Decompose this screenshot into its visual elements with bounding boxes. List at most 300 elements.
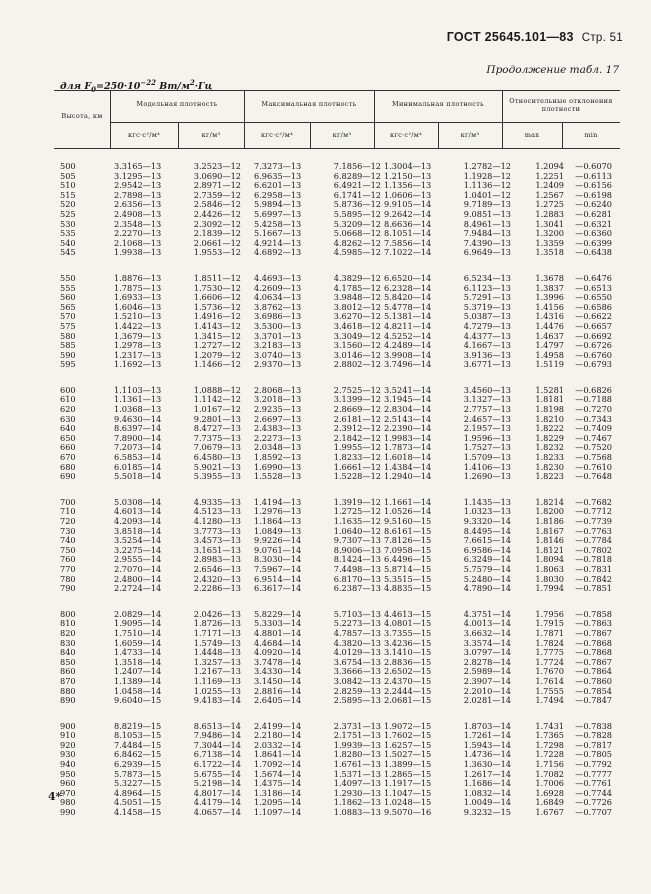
model-kgs-cell: 1.7510—14 xyxy=(114,627,162,638)
model-kgs-cell: 1.3679—13 xyxy=(114,330,162,341)
altitude-cell: 860 xyxy=(60,666,76,677)
altitude-cell: 760 xyxy=(60,554,76,565)
altitude-cell: 515 xyxy=(60,189,76,200)
row-group xyxy=(54,274,620,370)
rel-min-cell: —0.7792 xyxy=(575,759,612,770)
model-kgs-cell: 6.5853—14 xyxy=(114,452,162,463)
max-kgs-cell: 4.4684—14 xyxy=(254,637,302,648)
max-kg-cell: 4.3829—12 xyxy=(333,272,381,283)
altitude-cell: 980 xyxy=(60,797,76,808)
model-kg-cell: 1.2727—12 xyxy=(193,340,241,351)
rel-min-cell: —0.7763 xyxy=(575,525,612,536)
max-kgs-cell: 3.5300—13 xyxy=(254,320,302,331)
model-kg-cell: 3.2523—12 xyxy=(193,161,241,171)
model-kgs-cell: 1.5210—13 xyxy=(114,311,162,322)
altitude-cell: 720 xyxy=(60,516,76,526)
max-kgs-cell: 7.3273—13 xyxy=(254,161,302,171)
min-kgs-cell: 1.9983—14 xyxy=(384,432,432,443)
max-kg-cell: 2.1751—13 xyxy=(333,730,381,741)
rel-min-cell: —0.7868 xyxy=(575,647,612,658)
model-kg-cell: 5.9021—13 xyxy=(193,461,241,472)
rel-min-cell: —0.7682 xyxy=(575,496,612,507)
col-divider xyxy=(110,90,111,149)
model-kgs-cell: 1.9095—14 xyxy=(114,618,162,629)
model-kgs-cell: 2.2270—13 xyxy=(114,228,162,239)
min-kgs-cell: 5.8420—14 xyxy=(384,292,432,303)
altitude-cell: 990 xyxy=(60,807,76,818)
max-kg-cell: 4.3820—13 xyxy=(333,637,381,648)
model-kg-cell: 8.6513—14 xyxy=(193,720,241,731)
min-kgs-cell: 1.1917—15 xyxy=(384,778,432,789)
min-kg-cell: 6.1123—13 xyxy=(463,282,511,293)
max-kgs-cell: 1.4375—14 xyxy=(254,778,302,789)
rel-max-cell: 1.8167 xyxy=(535,525,564,536)
altitude-cell: 800 xyxy=(60,608,76,619)
altitude-cell: 850 xyxy=(60,656,76,667)
model-kgs-cell: 2.7898—13 xyxy=(114,189,162,200)
max-kg-cell: 2.5895—13 xyxy=(333,695,381,706)
altitude-cell: 545 xyxy=(60,247,76,258)
min-kgs-cell: 5.4778—14 xyxy=(384,301,432,312)
max-kg-cell: 1.9939—13 xyxy=(333,739,381,750)
max-kg-cell: 1.5228—12 xyxy=(333,471,381,482)
rel-min-cell: —0.7777 xyxy=(575,768,612,779)
model-kg-cell: 1.7171—13 xyxy=(193,627,241,638)
page-header xyxy=(0,30,651,50)
min-kgs-cell: 7.0958—15 xyxy=(384,544,432,555)
min-kgs-cell: 4.0801—15 xyxy=(384,618,432,629)
max-kg-cell: 5.8736—12 xyxy=(333,199,381,210)
max-kgs-cell: 6.2958—13 xyxy=(254,189,302,200)
min-kg-cell: 3.0797—14 xyxy=(463,647,511,658)
flux-condition xyxy=(60,78,212,94)
min-kg-cell: 1.1136—12 xyxy=(463,180,511,191)
min-kg-cell: 2.2010—14 xyxy=(463,685,511,696)
max-kgs-cell: 4.8801—14 xyxy=(254,627,302,638)
model-kg-cell: 2.6546—13 xyxy=(193,563,241,574)
rel-max-cell: 1.7494 xyxy=(535,695,564,706)
max-kgs-cell: 1.1097—14 xyxy=(254,807,302,818)
model-kgs-cell: 1.2978—13 xyxy=(114,340,162,351)
min-kg-cell: 4.7279—13 xyxy=(463,320,511,331)
rel-max-cell: 1.6928 xyxy=(535,787,564,798)
altitude-cell: 510 xyxy=(60,180,76,191)
model-kg-cell: 7.9486—14 xyxy=(193,730,241,741)
model-kg-cell: 1.2167—13 xyxy=(193,666,241,677)
model-kg-cell: 3.0690—12 xyxy=(193,170,241,181)
header-max: max xyxy=(524,131,540,139)
rel-max-cell: 1.3041 xyxy=(535,218,564,229)
max-kgs-cell: 5.1667—13 xyxy=(254,228,302,239)
row-group xyxy=(54,386,620,482)
max-kgs-cell: 2.0332—14 xyxy=(254,739,302,750)
rel-min-cell: —0.7818 xyxy=(575,554,612,565)
cond-unit-tail: ·Гц xyxy=(194,81,213,93)
rel-max-cell: 1.8223 xyxy=(535,471,564,482)
rel-max-cell: 1.7614 xyxy=(535,675,564,686)
max-kgs-cell: 4.0920—14 xyxy=(254,647,302,658)
max-kg-cell: 1.8280—13 xyxy=(333,749,381,760)
model-kgs-cell: 1.4422—13 xyxy=(114,320,162,331)
model-kgs-cell: 1.0368—13 xyxy=(114,404,162,415)
rel-max-cell: 1.2251 xyxy=(535,170,564,181)
min-kg-cell: 2.1957—13 xyxy=(463,423,511,434)
col-divider xyxy=(244,90,245,149)
min-kgs-cell: 2.2390—14 xyxy=(384,423,432,434)
altitude-cell: 970 xyxy=(60,787,76,798)
min-kgs-cell: 1.1047—15 xyxy=(384,787,432,798)
rel-max-cell: 1.8230 xyxy=(535,461,564,472)
max-kgs-cell: 2.0348—13 xyxy=(254,442,302,453)
min-kg-cell: 3.6771—13 xyxy=(463,359,511,370)
model-kgs-cell: 1.0458—14 xyxy=(114,685,162,696)
min-kg-cell: 1.7527—13 xyxy=(463,442,511,453)
unit-kg: кг/м³ xyxy=(201,131,221,139)
col-divider xyxy=(374,90,375,149)
min-kg-cell: 1.4736—14 xyxy=(463,749,511,760)
rel-min-cell: —0.6399 xyxy=(575,237,612,248)
altitude-cell: 610 xyxy=(60,394,76,405)
min-kg-cell: 6.5234—13 xyxy=(463,272,511,283)
rel-min-cell: —0.6113 xyxy=(575,170,612,181)
model-kg-cell: 2.8971—12 xyxy=(193,180,241,191)
rel-max-cell: 1.7082 xyxy=(535,768,564,779)
model-kgs-cell: 2.4800—14 xyxy=(114,573,162,584)
altitude-cell: 650 xyxy=(60,432,76,443)
max-kgs-cell: 3.1450—14 xyxy=(254,675,302,686)
unit-kg: кг/м³ xyxy=(332,131,352,139)
min-kgs-cell: 1.0526—14 xyxy=(384,506,432,517)
min-kg-cell: 5.2480—14 xyxy=(463,573,511,584)
min-kg-cell: 9.3232—15 xyxy=(463,807,511,818)
max-kgs-cell: 5.6997—13 xyxy=(254,208,302,219)
model-kg-cell: 6.7138—14 xyxy=(193,749,241,760)
max-kgs-cell: 2.2273—13 xyxy=(254,432,302,443)
altitude-cell: 940 xyxy=(60,759,76,770)
model-kg-cell: 4.8017—14 xyxy=(193,787,241,798)
min-kg-cell: 5.0387—13 xyxy=(463,311,511,322)
rel-min-cell: —0.7864 xyxy=(575,666,612,677)
altitude-cell: 520 xyxy=(60,199,76,210)
rel-min-cell: —0.6438 xyxy=(575,247,612,258)
altitude-cell: 750 xyxy=(60,544,76,555)
max-kg-cell: 5.3209—12 xyxy=(333,218,381,229)
model-kgs-cell: 9.4630—14 xyxy=(114,413,162,424)
min-kgs-cell: 1.5027—15 xyxy=(384,749,432,760)
min-kg-cell: 1.0323—13 xyxy=(463,506,511,517)
model-kgs-cell: 1.1103—13 xyxy=(114,384,162,395)
rel-min-cell: —0.7744 xyxy=(575,787,612,798)
rel-max-cell: 1.3678 xyxy=(535,272,564,283)
rel-max-cell: 1.8232 xyxy=(535,442,564,453)
min-kgs-cell: 9.5070—16 xyxy=(384,807,432,818)
min-kg-cell: 1.9596—13 xyxy=(463,432,511,443)
rel-max-cell: 1.8229 xyxy=(535,432,564,443)
altitude-cell: 680 xyxy=(60,461,76,472)
rel-min-cell: —0.7343 xyxy=(575,413,612,424)
model-kg-cell: 2.2286—13 xyxy=(193,583,241,594)
rel-max-cell: 1.7824 xyxy=(535,637,564,648)
model-kgs-cell: 6.8462—15 xyxy=(114,749,162,760)
min-kg-cell: 2.8278—14 xyxy=(463,656,511,667)
min-kg-cell: 1.2690—13 xyxy=(463,471,511,482)
model-kgs-cell: 4.8964—15 xyxy=(114,787,162,798)
max-kg-cell: 1.2930—13 xyxy=(333,787,381,798)
model-kgs-cell: 4.1458—15 xyxy=(114,807,162,818)
max-kg-cell: 3.3049—12 xyxy=(333,330,381,341)
altitude-cell: 500 xyxy=(60,161,76,171)
model-kg-cell: 6.4580—13 xyxy=(193,452,241,463)
model-kgs-cell: 2.4908—13 xyxy=(114,208,162,219)
rel-max-cell: 1.8186 xyxy=(535,516,564,526)
table-row xyxy=(54,808,620,818)
rel-max-cell: 1.8222 xyxy=(535,423,564,434)
altitude-cell: 960 xyxy=(60,778,76,789)
min-kgs-cell: 1.6257—15 xyxy=(384,739,432,750)
model-kg-cell: 5.2198—14 xyxy=(193,778,241,789)
rel-max-cell: 1.7156 xyxy=(535,759,564,770)
model-kg-cell: 7.0679—13 xyxy=(193,442,241,453)
standard-id xyxy=(447,30,623,44)
max-kgs-cell: 6.6201—13 xyxy=(254,180,302,191)
max-kg-cell: 5.5895—12 xyxy=(333,208,381,219)
max-kgs-cell: 6.9635—13 xyxy=(254,170,302,181)
max-kgs-cell: 1.6990—13 xyxy=(254,461,302,472)
max-kgs-cell: 1.5528—13 xyxy=(254,471,302,482)
min-kg-cell: 8.4961—13 xyxy=(463,218,511,229)
max-kg-cell: 8.1424—13 xyxy=(333,554,381,565)
max-kg-cell: 2.8669—12 xyxy=(333,404,381,415)
max-kg-cell: 3.0146—12 xyxy=(333,349,381,360)
max-kgs-cell: 7.5967—14 xyxy=(254,563,302,574)
model-kgs-cell: 1.6046—13 xyxy=(114,301,162,312)
min-kgs-cell: 1.4384—14 xyxy=(384,461,432,472)
max-kgs-cell: 3.4330—14 xyxy=(254,666,302,677)
rel-min-cell: —0.7863 xyxy=(575,618,612,629)
max-kgs-cell: 1.3186—14 xyxy=(254,787,302,798)
model-kgs-cell: 2.3548—13 xyxy=(114,218,162,229)
min-kg-cell: 1.2617—14 xyxy=(463,768,511,779)
min-kg-cell: 3.6632—14 xyxy=(463,627,511,638)
min-kgs-cell: 2.6502—15 xyxy=(384,666,432,677)
altitude-cell: 770 xyxy=(60,563,76,574)
rel-min-cell: —0.7851 xyxy=(575,583,612,594)
max-kgs-cell: 3.2018—13 xyxy=(254,394,302,405)
min-kg-cell: 1.4106—13 xyxy=(463,461,511,472)
min-kgs-cell: 4.8211—14 xyxy=(384,320,432,331)
rel-max-cell: 1.5119 xyxy=(535,359,564,370)
min-kgs-cell: 1.3004—13 xyxy=(384,161,432,171)
altitude-cell: 630 xyxy=(60,413,76,424)
max-kg-cell: 1.6661—12 xyxy=(333,461,381,472)
header-min-density: Минимальная плотность xyxy=(392,100,484,108)
rel-max-cell: 1.7670 xyxy=(535,666,564,677)
max-kg-cell: 3.1560—12 xyxy=(333,340,381,351)
min-kg-cell: 1.7261—14 xyxy=(463,730,511,741)
cond-sub: 0 xyxy=(91,85,97,95)
max-kg-cell: 2.7525—12 xyxy=(333,384,381,395)
rel-max-cell: 1.7915 xyxy=(535,618,564,629)
model-kg-cell: 1.4916—12 xyxy=(193,311,241,322)
max-kg-cell: 3.9848—12 xyxy=(333,292,381,303)
model-kgs-cell: 2.1068—13 xyxy=(114,237,162,248)
model-kg-cell: 7.7375—13 xyxy=(193,432,241,443)
rel-min-cell: —0.7838 xyxy=(575,720,612,731)
max-kgs-cell: 1.7092—14 xyxy=(254,759,302,770)
row-group xyxy=(54,610,620,706)
rel-min-cell: —0.7828 xyxy=(575,730,612,741)
min-kgs-cell: 3.1410—15 xyxy=(384,647,432,658)
model-kgs-cell: 3.3165—13 xyxy=(114,161,162,171)
model-kg-cell: 5.3955—13 xyxy=(193,471,241,482)
altitude-cell: 530 xyxy=(60,218,76,229)
altitude-cell: 600 xyxy=(60,384,76,395)
header-relative-deviation: Относительные отклонения плотности xyxy=(509,97,613,113)
model-kgs-cell: 1.7875—13 xyxy=(114,282,162,293)
table-row xyxy=(54,472,620,482)
min-kg-cell: 1.1928—12 xyxy=(463,170,511,181)
model-kgs-cell: 1.3518—14 xyxy=(114,656,162,667)
altitude-cell: 585 xyxy=(60,340,76,351)
max-kg-cell: 3.1399—12 xyxy=(333,394,381,405)
max-kgs-cell: 1.5674—14 xyxy=(254,768,302,779)
max-kg-cell: 6.1741—12 xyxy=(333,189,381,200)
min-kgs-cell: 6.6520—14 xyxy=(384,272,432,283)
max-kgs-cell: 8.3030—14 xyxy=(254,554,302,565)
rel-max-cell: 1.7431 xyxy=(535,720,564,731)
model-kg-cell: 1.0888—12 xyxy=(193,384,241,395)
max-kg-cell: 2.6181—12 xyxy=(333,413,381,424)
rel-max-cell: 1.2567 xyxy=(535,189,564,200)
altitude-cell: 660 xyxy=(60,442,76,453)
min-kg-cell: 7.9484—13 xyxy=(463,228,511,239)
min-kg-cell: 7.6615—14 xyxy=(463,535,511,546)
altitude-cell: 505 xyxy=(60,170,76,181)
model-kgs-cell: 3.2275—14 xyxy=(114,544,162,555)
standard-number: ГОСТ 25645.101—83 xyxy=(446,30,574,44)
altitude-cell: 590 xyxy=(60,349,76,360)
max-kgs-cell: 5.4258—13 xyxy=(254,218,302,229)
max-kg-cell: 6.4921—12 xyxy=(333,180,381,191)
table-row xyxy=(54,248,620,258)
rel-min-cell: —0.6692 xyxy=(575,330,612,341)
min-kg-cell: 1.0832—14 xyxy=(463,787,511,798)
model-kgs-cell: 1.1389—14 xyxy=(114,675,162,686)
model-kg-cell: 2.0426—13 xyxy=(193,608,241,619)
rel-max-cell: 1.6849 xyxy=(535,797,564,808)
max-kg-cell: 3.0842—13 xyxy=(333,675,381,686)
min-kgs-cell: 1.3899—15 xyxy=(384,759,432,770)
min-kgs-cell: 2.0681—15 xyxy=(384,695,432,706)
unit-kgs: кгс·с²/м⁴ xyxy=(390,131,422,139)
table-subheader-rule xyxy=(110,122,620,123)
min-kgs-cell: 8.6161—15 xyxy=(384,525,432,536)
rel-max-cell: 1.3996 xyxy=(535,292,564,303)
rel-min-cell: —0.7784 xyxy=(575,535,612,546)
model-kgs-cell: 1.6933—13 xyxy=(114,292,162,303)
rel-min-cell: —0.6760 xyxy=(575,349,612,360)
min-kg-cell: 3.9136—13 xyxy=(463,349,511,360)
rel-min-cell: —0.6513 xyxy=(575,282,612,293)
max-kgs-cell: 5.9894—13 xyxy=(254,199,302,210)
rel-max-cell: 1.5281 xyxy=(535,384,564,395)
rel-min-cell: —0.7842 xyxy=(575,573,612,584)
max-kg-cell: 1.1635—12 xyxy=(333,516,381,526)
rel-min-cell: —0.7867 xyxy=(575,656,612,667)
model-kgs-cell: 1.4733—14 xyxy=(114,647,162,658)
max-kg-cell: 2.8259—13 xyxy=(333,685,381,696)
model-kg-cell: 4.4179—14 xyxy=(193,797,241,808)
max-kgs-cell: 4.9214—13 xyxy=(254,237,302,248)
altitude-cell: 550 xyxy=(60,272,76,283)
max-kg-cell: 4.0129—13 xyxy=(333,647,381,658)
min-kgs-cell: 2.8304—14 xyxy=(384,404,432,415)
rel-max-cell: 1.8030 xyxy=(535,573,564,584)
max-kgs-cell: 5.3303—14 xyxy=(254,618,302,629)
rel-min-cell: —0.7467 xyxy=(575,432,612,443)
min-kgs-cell: 1.1356—13 xyxy=(384,180,432,191)
min-kgs-cell: 4.2489—14 xyxy=(384,340,432,351)
max-kgs-cell: 4.2609—13 xyxy=(254,282,302,293)
rel-min-cell: —0.7847 xyxy=(575,695,612,706)
min-kgs-cell: 9.5160—15 xyxy=(384,516,432,526)
model-kg-cell: 1.4448—13 xyxy=(193,647,241,658)
min-kgs-cell: 3.1945—14 xyxy=(384,394,432,405)
model-kg-cell: 2.8983—13 xyxy=(193,554,241,565)
min-kgs-cell: 8.1051—14 xyxy=(384,228,432,239)
model-kg-cell: 1.3415—12 xyxy=(193,330,241,341)
max-kg-cell: 3.4618—12 xyxy=(333,320,381,331)
max-kgs-cell: 5.8229—14 xyxy=(254,608,302,619)
min-kgs-cell: 8.6636—14 xyxy=(384,218,432,229)
model-kg-cell: 2.4426—12 xyxy=(193,208,241,219)
min-kgs-cell: 2.5143—14 xyxy=(384,413,432,424)
min-kg-cell: 7.4390—13 xyxy=(463,237,511,248)
altitude-cell: 525 xyxy=(60,208,76,219)
min-kgs-cell: 1.7602—15 xyxy=(384,730,432,741)
model-kgs-cell: 1.2317—13 xyxy=(114,349,162,360)
min-kg-cell: 9.7189—13 xyxy=(463,199,511,210)
model-kgs-cell: 1.9938—13 xyxy=(114,247,162,258)
max-kg-cell: 3.8012—12 xyxy=(333,301,381,312)
max-kg-cell: 6.2387—13 xyxy=(333,583,381,594)
model-kgs-cell: 8.1053—15 xyxy=(114,730,162,741)
model-kgs-cell: 8.8219—15 xyxy=(114,720,162,731)
header-altitude: Высота, км xyxy=(61,112,103,120)
min-kgs-cell: 9.9105—14 xyxy=(384,199,432,210)
max-kg-cell: 5.2273—13 xyxy=(333,618,381,629)
rel-min-cell: —0.7854 xyxy=(575,685,612,696)
max-kgs-cell: 1.8641—14 xyxy=(254,749,302,760)
max-kgs-cell: 1.0849—13 xyxy=(254,525,302,536)
cond-unit: Вт/м xyxy=(155,81,190,93)
rel-min-cell: —0.6476 xyxy=(575,272,612,283)
min-kgs-cell: 7.5856—14 xyxy=(384,237,432,248)
rel-min-cell: —0.6156 xyxy=(575,180,612,191)
max-kgs-cell: 3.2183—13 xyxy=(254,340,302,351)
table-body xyxy=(54,162,620,834)
altitude-cell: 910 xyxy=(60,730,76,741)
max-kg-cell: 3.6754—13 xyxy=(333,656,381,667)
max-kg-cell: 7.1856—12 xyxy=(333,161,381,171)
max-kgs-cell: 1.8592—13 xyxy=(254,452,302,463)
max-kgs-cell: 4.0634—13 xyxy=(254,292,302,303)
model-kgs-cell: 1.1692—13 xyxy=(114,359,162,370)
altitude-cell: 690 xyxy=(60,471,76,482)
max-kg-cell: 1.1862—13 xyxy=(333,797,381,808)
rel-max-cell: 1.2883 xyxy=(535,208,564,219)
model-kg-cell: 6.1722—14 xyxy=(193,759,241,770)
